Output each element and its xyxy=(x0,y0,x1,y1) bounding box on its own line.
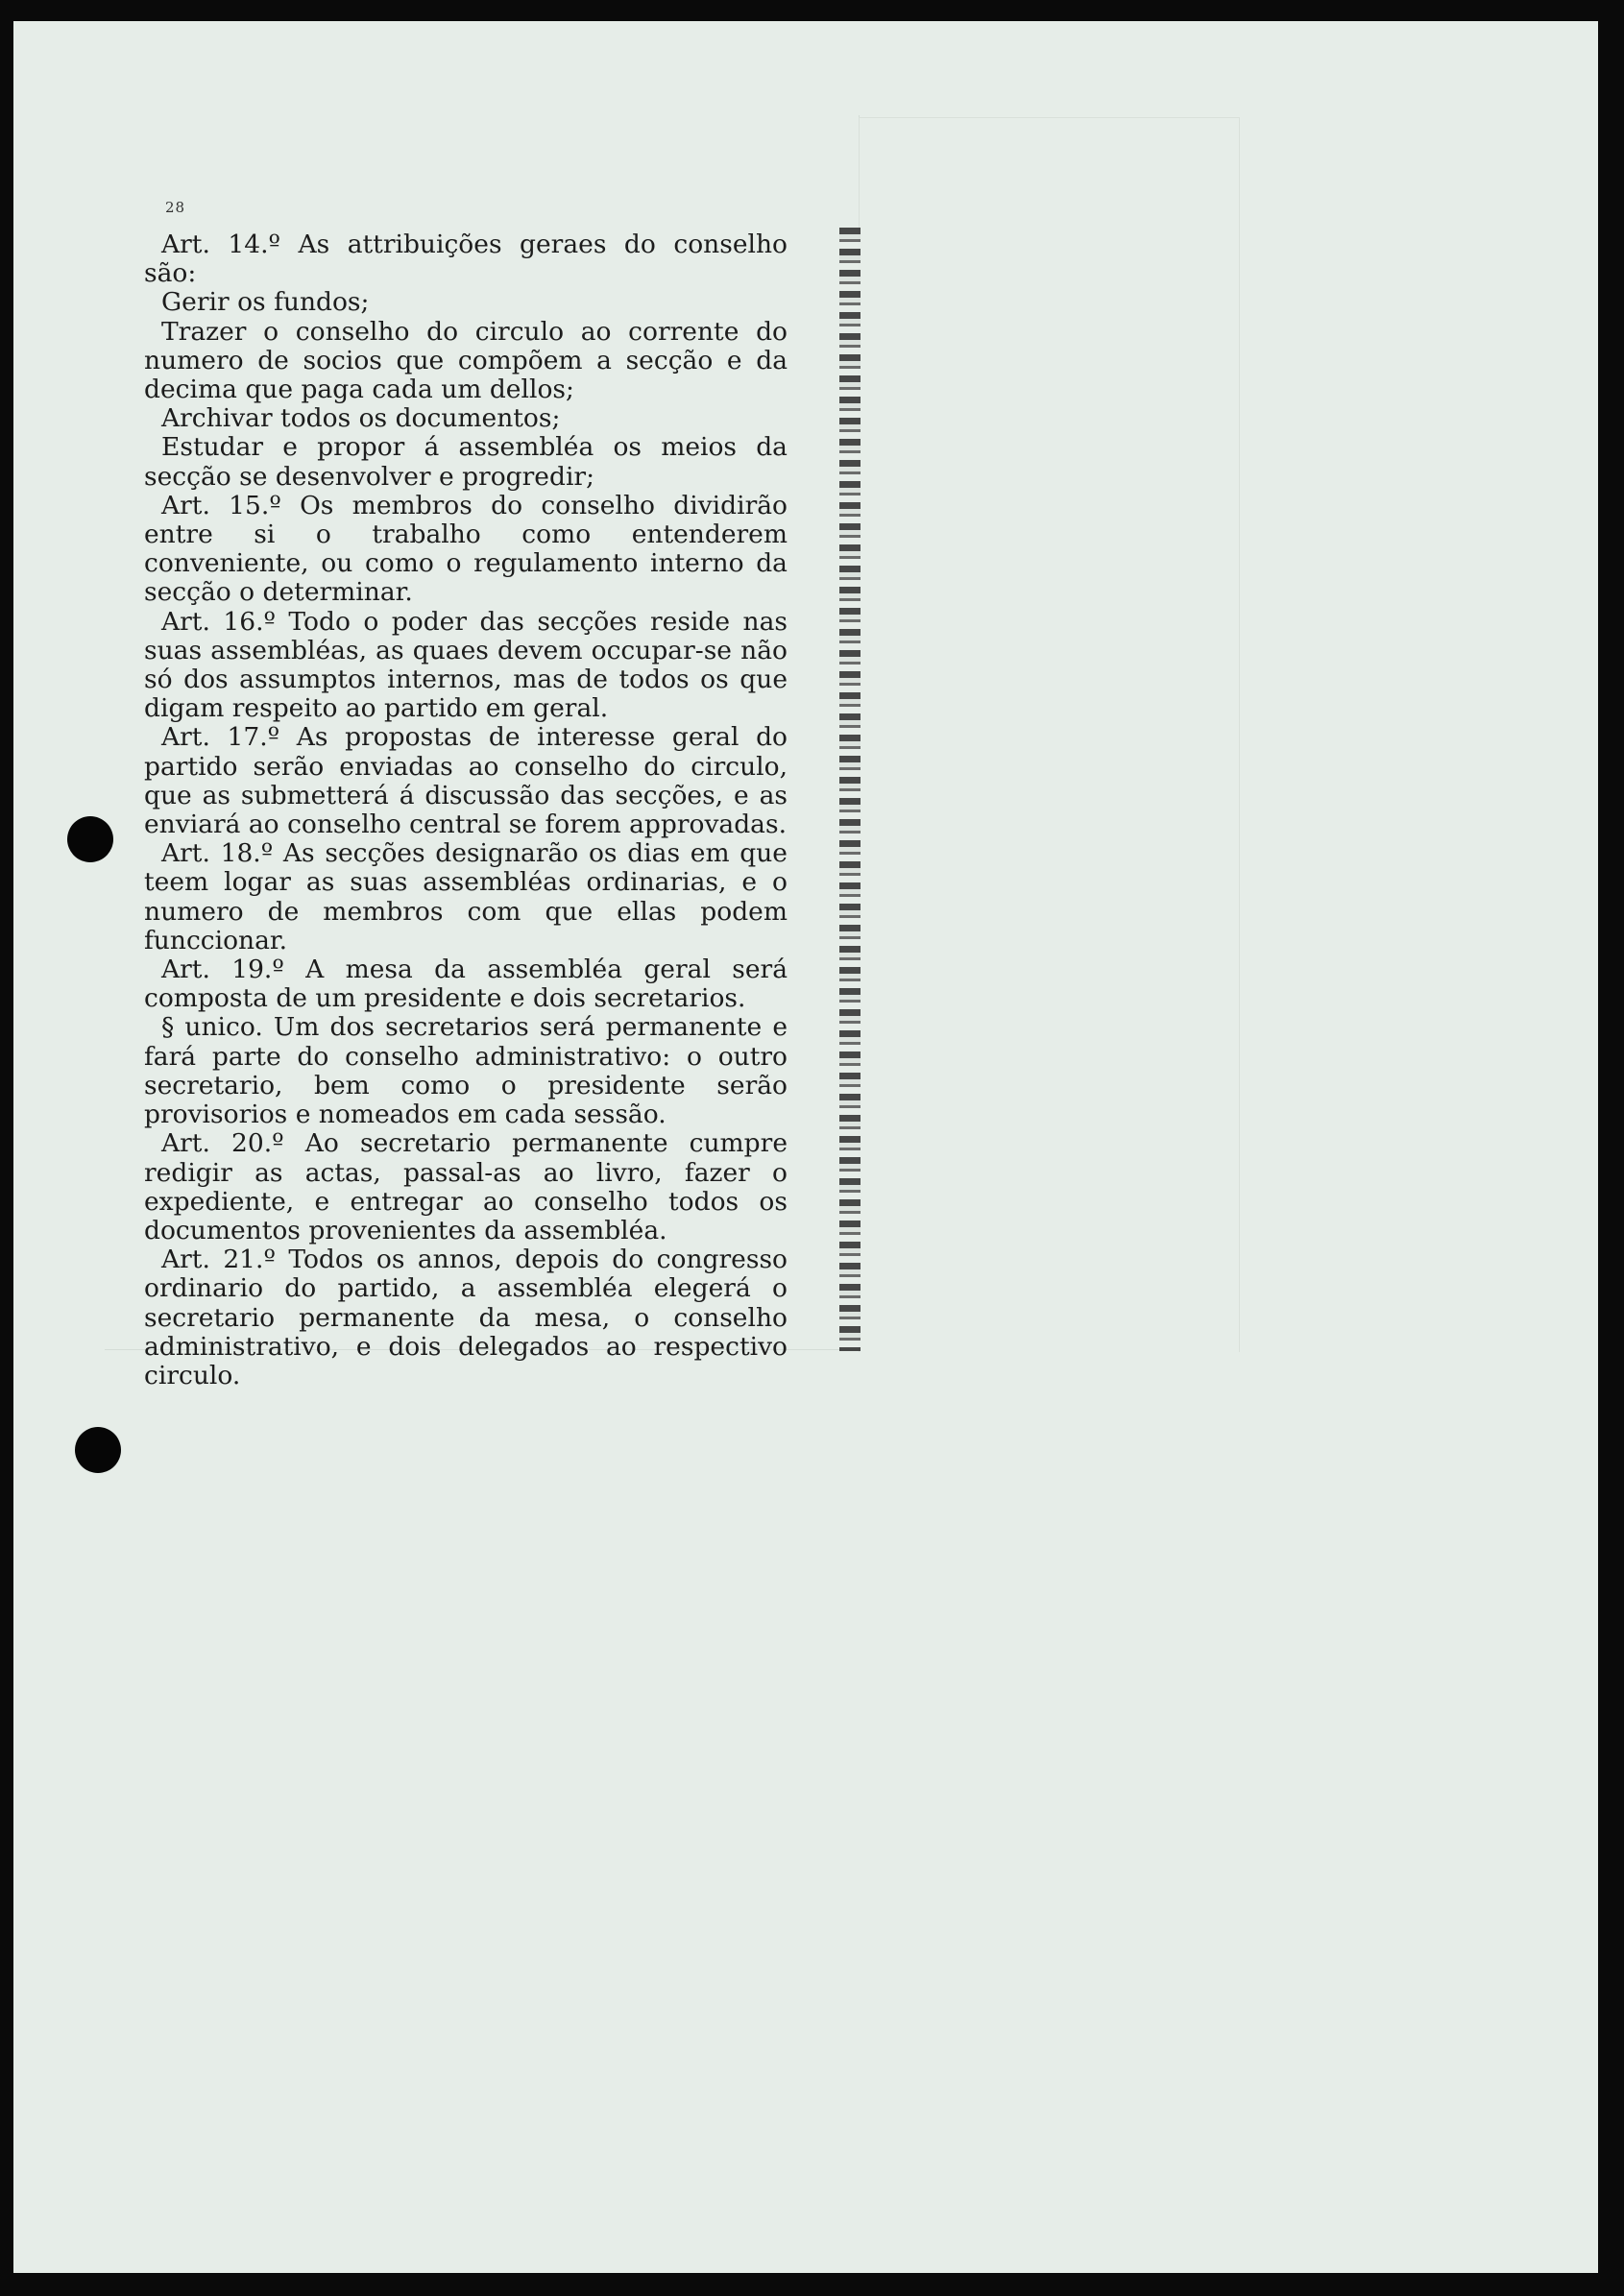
blank-paper-area xyxy=(859,117,1240,1352)
punch-hole-bottom xyxy=(75,1427,121,1473)
paragraph: Gerir os fundos; xyxy=(161,287,370,318)
punch-hole-top xyxy=(67,816,113,862)
paragraph: Art. 15.º Os membros do conselho dividirão entre si o trabalho como entenderem conveniente, ou como o regulamento interno da secção o determinar. xyxy=(144,490,788,608)
page-number: 28 xyxy=(165,199,186,216)
paragraph: Art. 16.º Todo o poder das secções reside nas suas assembléas, as quaes devem occupar-se não só dos assumptos internos, mas de todos os que digam respeito ao partido em geral. xyxy=(144,606,788,724)
paragraph: Art. 17.º As propostas de interesse geral do partido serão enviadas ao conselho do circulo, que as submetterá á discussão das secções, e as enviará ao conselho central se forem approvadas. xyxy=(144,722,788,840)
paragraph: Art. 20.º Ao secretario permanente cumpre redigir as actas, passal-as ao livro, fazer o expediente, e entregar ao conselho todos os documentos provenientes da assembléa. xyxy=(144,1128,788,1245)
paragraph: Art. 19.º A mesa da assembléa geral será composta de um presidente e dois secretarios. xyxy=(144,955,788,1014)
paragraph: § unico. Um dos secretarios será permanente e fará parte do conselho administrativo: o outro secretario, bem como o presidente serão provisorios e nomeados em cada sessão. xyxy=(144,1012,788,1130)
statute-text xyxy=(144,230,788,1390)
paragraph: Archivar todos os documentos; xyxy=(161,403,561,434)
paragraph: Art. 18.º As secções designarão os dias em que teem logar as suas assembléas ordinarias, e o numero de membros com que ellas podem funccionar. xyxy=(144,838,788,955)
paragraph: Art. 21.º Todos os annos, depois do congresso ordinario do partido, a assembléa elegerá o secretario permanente da mesa, o conselho administrativo, e dois delegados ao respectivo circulo. xyxy=(144,1245,788,1390)
paragraph: Trazer o conselho do circulo ao corrente do numero de socios que compõem a secção e da decima que paga cada um dellos; xyxy=(144,316,788,405)
paragraph: Art. 14.º As attribuições geraes do conselho são: xyxy=(144,230,788,289)
paragraph: Estudar e propor á assembléa os meios da secção se desenvolver e progredir; xyxy=(144,432,788,492)
clipping-torn-edge xyxy=(839,228,860,1351)
